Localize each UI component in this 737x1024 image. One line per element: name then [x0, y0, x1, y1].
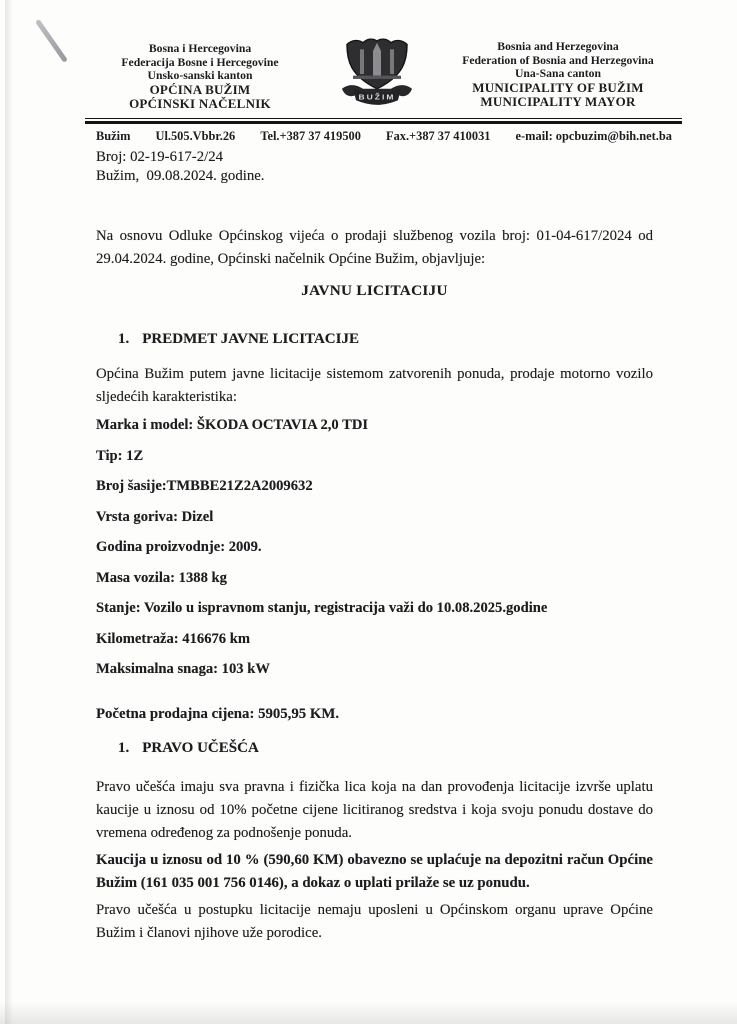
header-mayor-line-en: MUNICIPALITY MAYOR	[480, 94, 636, 110]
section-subject-heading	[118, 329, 653, 349]
header-canton-line: Unsko-sanski kanton	[147, 69, 253, 83]
contact-bar	[96, 129, 672, 144]
vehicle-spec-chassis: Broj šasije:TMBBE21Z2A2009632	[96, 478, 313, 494]
vehicle-spec-mass: Masa vozila: 1388 kg	[96, 569, 227, 586]
subject-intro-paragraph: Općina Bužim putem javne licitacije sistemom zatvorenih ponuda, prodaje motorno vozilo sljedećih karakteristika:	[96, 366, 653, 405]
section-subject-number: 1.	[118, 331, 130, 347]
contact-address: Ul.505.Vbbr.26	[155, 129, 236, 143]
vehicle-spec-power: Maksimalna snaga: 103 kW	[96, 661, 270, 677]
header-municipality-line-en: MUNICIPALITY OF BUŽIM	[472, 79, 644, 95]
reference-place-date: Bužim, 09.08.2024. godine.	[96, 168, 265, 184]
participation-paragraph-1: Pravo učešća imaju sva pravna i fizička lica koja na dan provođenja licitacije izvrše uplatu kaucije u iznosu od 10% početne cijene licitiranog sredstva i koja svoju ponudu dostave do vremena određenog za podnošenje ponuda.	[96, 779, 653, 841]
vehicle-spec-year: Godina proizvodnje: 2009.	[96, 539, 262, 555]
header-divider-thick-line	[85, 121, 682, 124]
header-mayor-line: OPĆINSKI NAČELNIK	[129, 96, 271, 112]
vehicle-spec-type: Tip: 1Z	[96, 447, 144, 464]
section-participation-heading	[118, 738, 653, 758]
reference-number: Broj: 02-19-617-2/24	[96, 149, 223, 165]
section-participation-number: 1.	[118, 740, 130, 756]
intro-paragraph: Na osnovu Odluke Općinskog vijeća o prodaji službenog vozila broj: 01-04-617/2024 od 29.04.2024. godine, Općinski načelnik Općine Bužim, objavljuje:	[96, 228, 653, 267]
scan-edge-streak	[5, 0, 13, 1024]
vehicle-spec-fuel: Vrsta goriva: Dizel	[96, 508, 214, 525]
header-federation-line-en: Federation of Bosnia and Herzegovina	[462, 53, 654, 67]
header-right-block	[424, 40, 692, 110]
vehicle-spec-condition: Stanje: Vozilo u ispravnom stanju, registracija važi do 10.08.2025.godine	[96, 600, 548, 616]
emblem-banner-text: BUŽIM	[358, 93, 396, 102]
header-municipality-line: OPĆINA BUŽIM	[149, 81, 251, 97]
contact-tel: Tel.+387 37 419500	[260, 129, 361, 143]
header-canton-line-en: Una-Sana canton	[514, 67, 602, 81]
contact-fax: Fax.+387 37 410031	[386, 129, 491, 143]
pen-mark	[35, 19, 67, 63]
section-subject-heading-label: PREDMET JAVNE LICITACIJE	[142, 331, 359, 347]
vehicle-spec-make-model: Marka i model: ŠKODA OCTAVIA 2,0 TDI	[96, 417, 369, 433]
document-body	[96, 148, 653, 945]
contact-email: e-mail: opcbuzim@bih.net.ba	[515, 129, 672, 143]
vehicle-spec-mileage: Kilometraža: 416676 km	[96, 630, 251, 647]
header-divider	[85, 118, 682, 124]
header-left-block	[96, 42, 304, 112]
scan-bottom-shadow	[0, 1002, 737, 1024]
header-federation-line: Federacija Bosne i Hercegovine	[121, 55, 279, 69]
coat-of-arms-icon	[337, 37, 417, 111]
contact-city: Bužim	[96, 129, 131, 143]
vehicle-spec-list	[96, 416, 653, 679]
participation-paragraph-deposit: Kaucija u iznosu od 10 % (590,60 KM) obavezno se uplaćuje na depozitni račun Općine Bužim (161 035 001 756 0146), a dokaz o uplati prilaže se uz ponudu.	[96, 852, 653, 891]
starting-price: Početna prodajna cijena: 5905,95 KM.	[96, 706, 340, 722]
header-country-line: Bosna i Hercegovina	[148, 42, 252, 55]
document-title: JAVNU LICITACIJU	[301, 282, 448, 299]
header-country-line-en: Bosnia and Herzegovina	[497, 40, 619, 53]
section-participation-heading-label: PRAVO UČEŠĆA	[142, 740, 259, 756]
participation-paragraph-exclusion: Pravo učešća u postupku licitacije nemaju uposleni u Općinskom organu uprave Općine Bužim i članovi njihove uže porodice.	[96, 902, 653, 941]
